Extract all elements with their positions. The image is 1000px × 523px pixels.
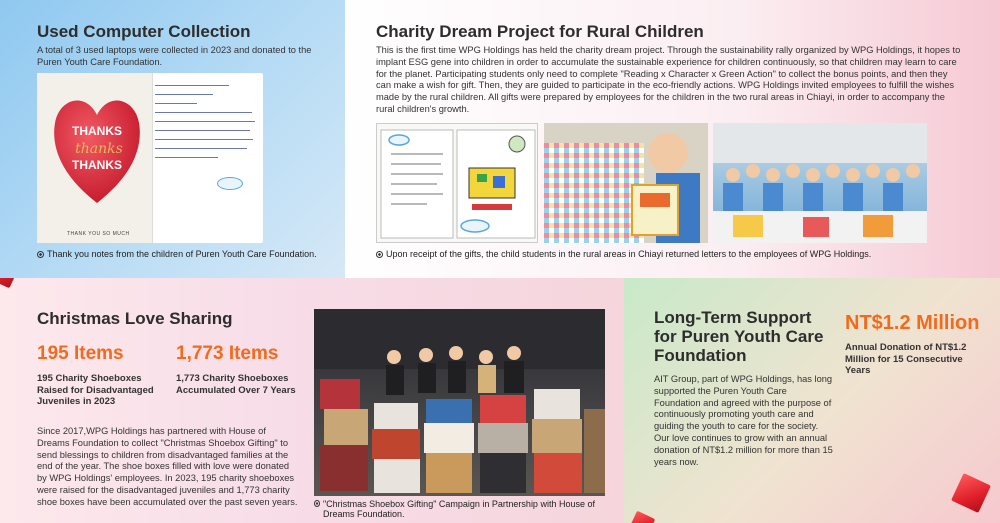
child-with-gift-photo	[544, 123, 708, 243]
card-thanks-text-2: THANKS	[72, 158, 122, 172]
card-thanks-text: THANKS	[72, 124, 122, 138]
bullet-icon	[314, 500, 320, 507]
thank-you-card-photo	[37, 73, 263, 243]
used-computer-title: Used Computer Collection	[37, 22, 251, 41]
used-computer-caption-text: Thank you notes from the children of Puren Youth Care Foundation.	[47, 249, 317, 259]
bullet-icon	[37, 251, 44, 258]
blurred-signature	[217, 177, 243, 190]
stat-195-desc: 195 Charity Shoeboxes Raised for Disadvantaged Juveniles in 2023	[37, 373, 154, 407]
heart-icon	[51, 85, 143, 211]
charity-caption	[376, 249, 871, 259]
stat-1773-items: 1,773 Items	[176, 343, 279, 364]
used-computer-text: A total of 3 used laptops were collected in 2023 and donated to the Puren Youth Care Foundation.	[37, 45, 312, 67]
shoebox-photo	[314, 309, 605, 496]
christmas-text: Since 2017,WPG Holdings has partnered with House of Dreams Foundation to collect "Christmas Shoebox Gifting" to send blessings to children from disadvantaged families at the end of the year. The shoe boxes filled with love were donated by WPG Holdings' employees. In 2023, 195 charity shoeboxes were raised for the disadvantaged juveniles and 1,773 charity shoe boxes have been accumulated over the past seven years.	[37, 426, 298, 507]
stat-1773-desc: 1,773 Charity Shoeboxes Accumulated Over 7 Years	[176, 373, 296, 396]
charity-dream-panel	[345, 0, 1000, 278]
charity-text: This is the first time WPG Holdings has held the charity dream project. Through the sustainability rally organized by WPG Holdings, it hopes to implant ESG gene into children in order to accumulate the sustainable experience for children continuously, so that children may learn to care for the planet. Participating students only need to complete "Reading x Character x Green Action" to collect the bonus points, and then they can make a wish for gift. Then, they are guided to participate in the eco-friendly actions. WPG Holdings invited employees to fulfill the wishes made by the rural children. All gifts were prepared by employees for the children in the two rural areas in Chiayi, in order to accompany the rural children's growth.	[376, 45, 961, 114]
christmas-panel	[0, 278, 624, 523]
long-term-support-panel	[624, 278, 1000, 523]
stat-195-items: 195 Items	[37, 343, 124, 364]
christmas-title: Christmas Love Sharing	[37, 309, 233, 328]
decorative-cube-icon	[0, 278, 20, 288]
donation-amount: NT$1.2 Million	[845, 312, 980, 334]
used-computer-caption	[37, 249, 317, 259]
bullet-icon	[376, 251, 383, 258]
card-thanks-script: thanks	[75, 141, 123, 157]
card-front	[37, 73, 153, 243]
letter-drawing-photo	[376, 123, 538, 243]
donation-amount-desc: Annual Donation of NT$1.2 Million for 15 Consecutive Years	[845, 342, 967, 376]
handwritten-note	[155, 79, 260, 219]
group-photo-children	[713, 123, 927, 243]
card-footer-text: THANK YOU SO MUCH	[67, 231, 130, 237]
charity-caption-text: Upon receipt of the gifts, the child students in the rural areas in Chiayi returned letters to the employees of WPG Holdings.	[386, 249, 872, 259]
christmas-caption-text: "Christmas Shoebox Gifting" Campaign in Partnership with House of Dreams Foundation.	[322, 499, 595, 519]
long-term-title: Long-Term Support for Puren Youth Care Foundation	[654, 308, 824, 365]
decorative-cube-icon	[629, 511, 656, 523]
long-term-text: AIT Group, part of WPG Holdings, has long supported the Puren Youth Care Foundation and agreed with the purpose of continuously promoting youth care and guiding the youth to care for the society. Our love continues to grow with an annual donation of NT$1.2 million for more than 15 years now.	[654, 374, 833, 467]
decorative-cube-icon	[951, 473, 991, 513]
used-computer-panel	[0, 0, 345, 278]
charity-title: Charity Dream Project for Rural Children	[376, 22, 704, 41]
christmas-caption	[314, 499, 604, 519]
